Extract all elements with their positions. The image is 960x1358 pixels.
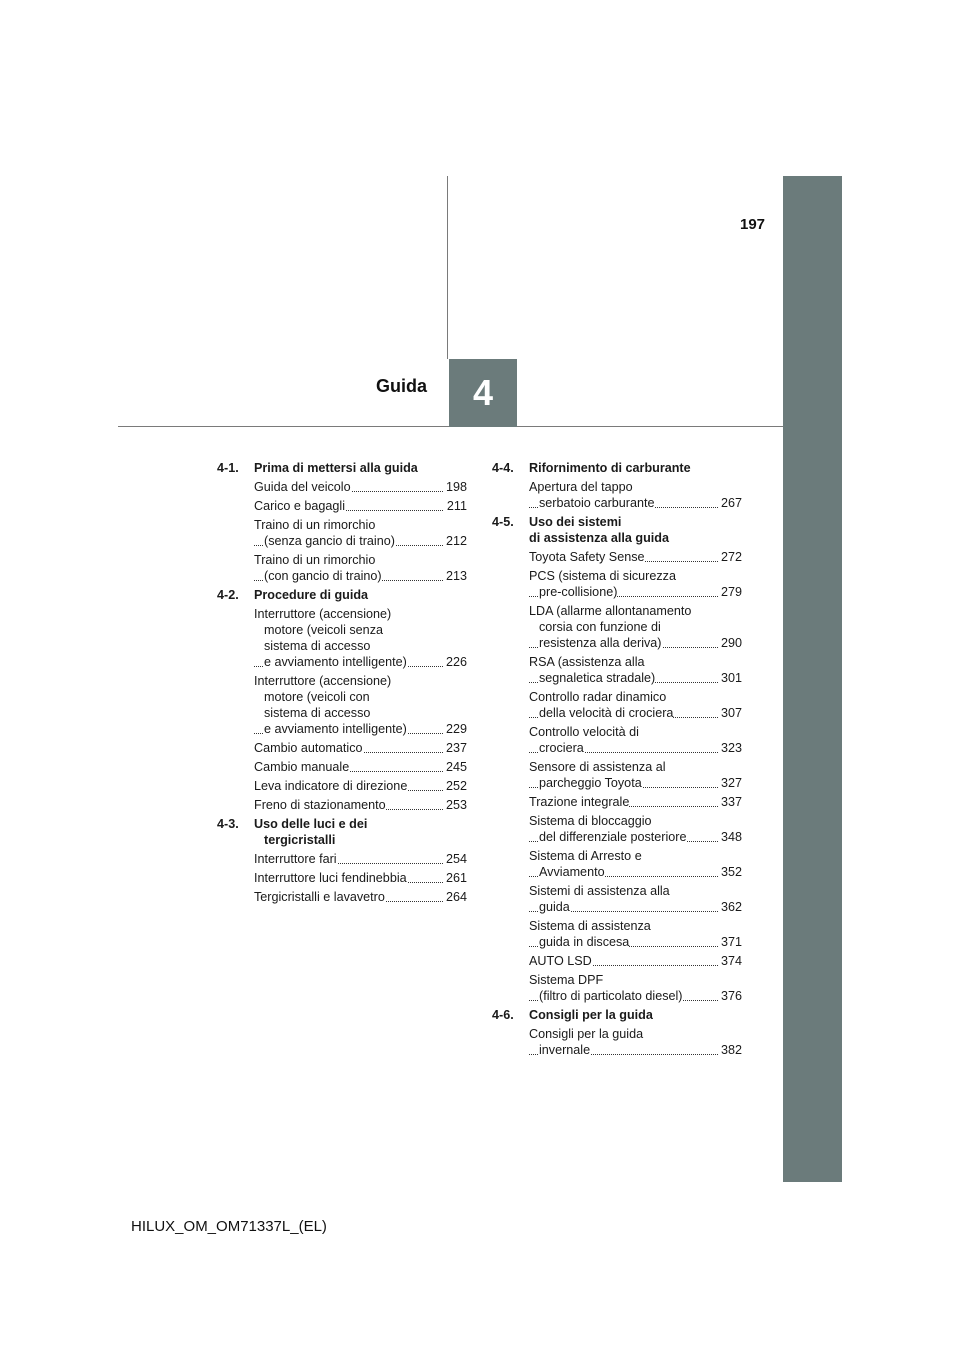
section-title: Rifornimento di carburante: [529, 461, 691, 475]
toc-section-heading[interactable]: [492, 460, 742, 476]
entry-page: 337: [720, 795, 742, 809]
entry-page: 245: [445, 760, 467, 774]
entry-page: 290: [720, 636, 742, 650]
toc-entry[interactable]: [529, 794, 742, 810]
toc-entry[interactable]: [529, 918, 742, 950]
entry-title: Interruttore fari: [254, 852, 337, 866]
vertical-divider: [447, 176, 448, 359]
toc-entry[interactable]: [254, 498, 467, 514]
entry-title: RSA (assistenza alla segnaletica stradale): [529, 655, 656, 685]
entry-title: PCS (sistema di sicurezza pre-collisione): [529, 569, 676, 599]
entry-title: Trazione integrale: [529, 795, 630, 809]
entry-title: Freno di stazionamento: [254, 798, 386, 812]
toc-entry[interactable]: [529, 568, 742, 600]
entry-title: Cambio automatico: [254, 741, 363, 755]
toc-section: [217, 460, 467, 584]
toc-entry[interactable]: [529, 689, 742, 721]
entry-title: Sistema di assistenza guida in discesa: [529, 919, 651, 949]
toc-entry[interactable]: [254, 797, 467, 813]
toc-section: [492, 514, 742, 1004]
document-code-footer: HILUX_OM_OM71337L_(EL): [131, 1218, 327, 1235]
section-title: Prima di mettersi alla guida: [254, 461, 418, 475]
entry-page: 272: [720, 550, 742, 564]
section-title: Procedure di guida: [254, 588, 369, 602]
entry-page: 301: [720, 671, 742, 685]
entry-page: 254: [445, 852, 467, 866]
entry-title: Guida del veicolo: [254, 480, 351, 494]
toc-entry[interactable]: [529, 883, 742, 915]
entry-page: 371: [720, 935, 742, 949]
toc-entry[interactable]: [254, 606, 467, 670]
section-number: 4-4.: [492, 461, 514, 475]
toc-entry[interactable]: [529, 654, 742, 686]
entry-title: Sistema di bloccaggio del differenziale posteriore: [529, 814, 687, 844]
entry-title: Tergicristalli e lavavetro: [254, 890, 385, 904]
toc-column-left: [217, 460, 467, 908]
toc-entry[interactable]: [529, 549, 742, 565]
entry-title: Consigli per la guida invernale: [529, 1027, 644, 1057]
toc-section: [492, 460, 742, 511]
entry-page: 348: [720, 830, 742, 844]
page-number: 197: [740, 216, 766, 233]
entry-page: 307: [720, 706, 742, 720]
toc-entry[interactable]: [254, 889, 467, 905]
section-number: 4-6.: [492, 1008, 514, 1022]
entry-page: 211: [446, 499, 467, 513]
toc-section: [217, 587, 467, 813]
toc-section: [217, 816, 467, 905]
entry-title: Controllo radar dinamico della velocità di crociera: [529, 690, 674, 720]
toc-entry[interactable]: [529, 759, 742, 791]
chapter-number: 4: [472, 372, 494, 413]
entry-page: 213: [445, 569, 467, 583]
chapter-tab-strip: [783, 176, 842, 1182]
toc-column-right: [492, 460, 742, 1061]
entry-title: Interruttore (accensione) motore (veicoli con sistema di accesso e avviamento intelligente): [254, 674, 407, 736]
section-title: Uso dei sistemi di assistenza alla guida: [529, 515, 669, 545]
toc-entry[interactable]: [529, 724, 742, 756]
entry-page: 226: [445, 655, 467, 669]
section-number: 4-3.: [217, 817, 239, 831]
toc-entry[interactable]: [529, 972, 742, 1004]
entry-title: AUTO LSD: [529, 954, 592, 968]
toc-entry[interactable]: [529, 479, 742, 511]
toc-entry[interactable]: [254, 759, 467, 775]
toc-entry[interactable]: [254, 870, 467, 886]
entry-page: 253: [445, 798, 467, 812]
entry-page: 252: [445, 779, 467, 793]
entry-page: 229: [445, 722, 467, 736]
entry-title: LDA (allarme allontanamento corsia con funzione di resistenza alla deriva): [529, 604, 692, 650]
entry-title: Cambio manuale: [254, 760, 350, 774]
section-number: 4-2.: [217, 588, 239, 602]
toc-entry[interactable]: [529, 813, 742, 845]
entry-page: 374: [720, 954, 742, 968]
section-number: 4-1.: [217, 461, 239, 475]
toc-entry[interactable]: [529, 603, 742, 651]
toc-entry[interactable]: [529, 848, 742, 880]
toc-entry[interactable]: [254, 517, 467, 549]
entry-page: 279: [720, 585, 742, 599]
entry-page: 267: [720, 496, 742, 510]
entry-page: 352: [720, 865, 742, 879]
entry-page: 376: [720, 989, 742, 1003]
toc-entry[interactable]: [254, 778, 467, 794]
section-number: 4-5.: [492, 515, 514, 529]
toc-section-heading[interactable]: [492, 514, 742, 546]
entry-page: 212: [445, 534, 467, 548]
toc-entry[interactable]: [254, 479, 467, 495]
toc-entry[interactable]: [254, 552, 467, 584]
entry-title: Sistema DPF (filtro di particolato diesel): [529, 973, 683, 1003]
entry-title: Sistemi di assistenza alla guida: [529, 884, 670, 914]
entry-title: Toyota Safety Sense: [529, 550, 645, 564]
section-title: Consigli per la guida: [529, 1008, 653, 1022]
entry-title: Controllo velocità di crociera: [529, 725, 639, 755]
toc-entry[interactable]: [529, 1026, 742, 1058]
entry-title: Carico e bagagli: [254, 499, 346, 513]
entry-title: Apertura del tappo serbatoio carburante: [529, 480, 655, 510]
toc-section-heading[interactable]: [217, 460, 467, 476]
toc-entry[interactable]: [254, 673, 467, 737]
entry-page: 198: [445, 480, 467, 494]
entry-title: Sensore di assistenza al parcheggio Toyota: [529, 760, 666, 790]
entry-title: Traino di un rimorchio (senza gancio di traino): [254, 518, 395, 548]
entry-title: Leva indicatore di direzione: [254, 779, 408, 793]
entry-page: 261: [445, 871, 467, 885]
toc-entry[interactable]: [529, 953, 742, 969]
entry-page: 362: [720, 900, 742, 914]
toc-section-heading[interactable]: [217, 816, 467, 848]
toc-entry[interactable]: [254, 740, 467, 756]
toc-entry[interactable]: [254, 851, 467, 867]
entry-title: Interruttore (accensione) motore (veicoli senza sistema di accesso e avviamento intelligente): [254, 607, 407, 669]
entry-page: 323: [720, 741, 742, 755]
entry-page: 327: [720, 776, 742, 790]
section-title: Uso delle luci e dei tergicristalli: [254, 817, 368, 847]
entry-title: Traino di un rimorchio (con gancio di traino): [254, 553, 382, 583]
entry-page: 237: [445, 741, 467, 755]
entry-page: 382: [720, 1043, 742, 1057]
toc-section-heading[interactable]: [217, 587, 467, 603]
entry-title: Sistema di Arresto e Avviamento: [529, 849, 642, 879]
toc-section-heading[interactable]: [492, 1007, 742, 1023]
chapter-number-badge: [449, 359, 517, 427]
toc-section: [492, 1007, 742, 1058]
chapter-title: Guida: [375, 376, 427, 396]
entry-title: Interruttore luci fendinebbia: [254, 871, 407, 885]
entry-page: 264: [445, 890, 467, 904]
